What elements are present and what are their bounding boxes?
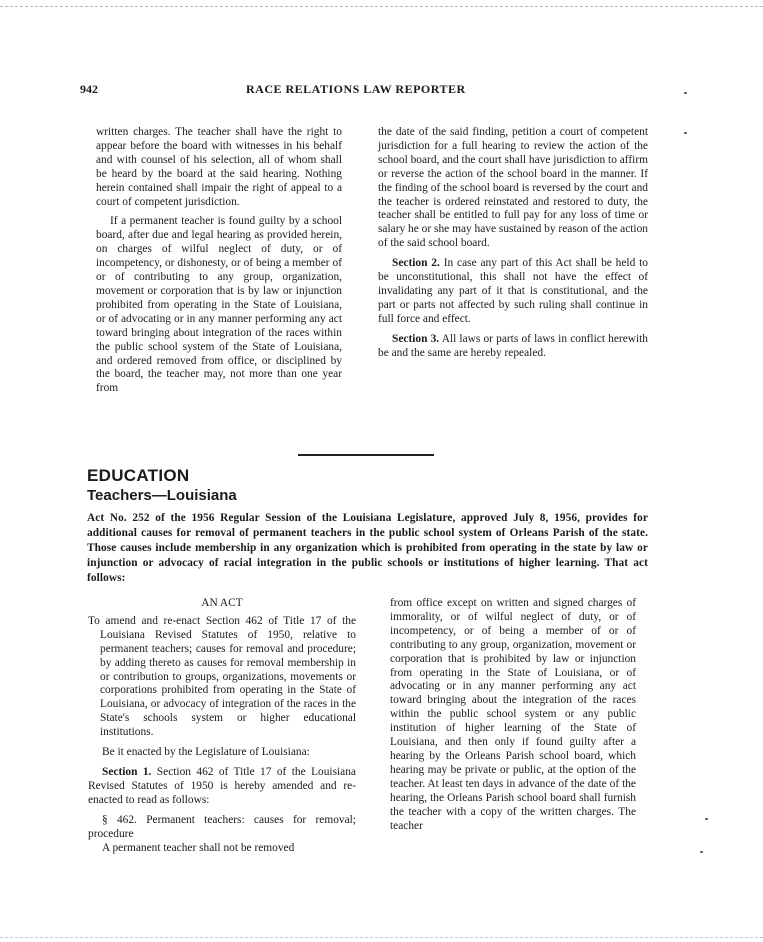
section-2-paragraph xyxy=(378,257,648,327)
upper-right-column xyxy=(378,126,648,361)
enacting-clause: Be it enacted by the Legislature of Louisiana: xyxy=(102,746,310,759)
paragraph: from office except on written and signed charges of immorality, or of wilful neglect of duty, or of incompetency, or of being a member of or of contributing to any group, organization, movement or corporation that is prohibited by law or injunction from operating in the State of Louisiana, or of advocating or in any manner performing any act toward bringing about the integration of the races within the public school system or any public institution of higher learning of the State of Louisiana, and then only if found guilty after a hearing by the Orleans Parish school board, which hearing may be private or public, at the option of the teacher. At least ten days in advance of the date of the hearing, the Orleans Parish school board shall furnish the teacher with a copy of the written charges. The teacher xyxy=(390,597,636,832)
scan-speck xyxy=(684,92,687,94)
paragraph: If a permanent teacher is found guilty by a school board, after due and legal hearing as provided herein, on charges of wilful neglect of duty, or of incompetency, or dishonesty, or of being a member of or of contributing to any group, organization, movement or corporation that is by law or injunction prohibited from operating in the State of Louisiana, or of advocating or in any manner performing any act toward bringing about integration of the races within the public school system of the State of Louisiana, and ordered removed from office, or disciplined by the board, the teacher may, not more than one year from xyxy=(96,215,342,395)
paragraph: A permanent teacher shall not be removed xyxy=(102,841,295,854)
section-subtitle: Teachers—Louisiana xyxy=(87,487,237,504)
section-3-label: Section 3. xyxy=(392,332,440,345)
act-purpose: To amend and re-enact Section 462 of Title 17 of the Louisiana Revised Statutes of 1950, relative to permanent teachers; causes for removal and procedure; by adding thereto as causes for removal membership in or contribution to groups, organizations, movements or corporations prohibited from operating in the State of Louisiana, or advocacy of integration of the races in the State's schools system or higher educational institutions. xyxy=(88,614,356,739)
running-head: RACE RELATIONS LAW REPORTER xyxy=(246,82,466,96)
page-number: 942 xyxy=(80,82,98,96)
section-1-paragraph xyxy=(88,766,356,808)
scan-bottom-border xyxy=(0,937,763,938)
section-2-label: Section 2. xyxy=(392,257,440,270)
section-2-text: In case any part of this Act shall be held to be unconstitutional, this shall not have the effect of invalidating any part of it that is constitutional, and the part or parts not affected by such ruling shall continue in full force and effect. xyxy=(378,257,648,325)
section-divider xyxy=(298,454,434,456)
section-1-label: Section 1. xyxy=(102,765,152,778)
paragraph: written charges. The teacher shall have the right to appear before the board with witnesses in his behalf and with counsel of his selection, all of whom shall be heard by the board at the said hearing. Nothing herein contained shall impair the right of appeal to a court of competent jurisdiction. xyxy=(96,126,342,208)
scan-top-border xyxy=(0,6,763,7)
lower-left-column xyxy=(88,597,356,855)
scan-speck xyxy=(684,132,687,134)
act-title: AN ACT xyxy=(201,597,243,609)
headnote: Act No. 252 of the 1956 Regular Session of the Louisiana Legislature, approved July 8, 1956, provides for additional causes for removal of permanent teachers in the public school system of Orleans Parish of the state. Those causes include membership in any organization which is prohibited from operating in the state by law or injunction or advocacy of racial integration in the public schools or institutions of higher learning. That act follows: xyxy=(87,512,648,584)
section-title: EDUCATION xyxy=(87,466,190,485)
upper-left-column xyxy=(96,126,342,396)
lower-right-column xyxy=(390,597,636,833)
section-3-paragraph xyxy=(378,333,648,361)
section-3-text: All laws or parts of laws in conflict herewith be and the same are hereby repealed. xyxy=(378,332,649,359)
statute-heading: § 462. Permanent teachers: causes for removal; procedure xyxy=(88,813,356,840)
section-1-text: Section 462 of Title 17 of the Louisiana Revised Statutes of 1950 is hereby amended and re-enacted to read as follows: xyxy=(88,765,356,806)
scan-speck xyxy=(705,818,708,820)
paragraph: the date of the said finding, petition a court of competent jurisdiction for a full hearing to review the action of the school board, and the court shall have jurisdiction to affirm or reverse the action of the school board in the manner. If the finding of the school board is reversed by the court and the teacher is ordered reinstated and restored to duty, the teacher shall be entitled to full pay for any loss of time or salary he or she may have sustained by reason of the action of the said school board. xyxy=(378,126,648,250)
scan-speck xyxy=(700,851,703,853)
